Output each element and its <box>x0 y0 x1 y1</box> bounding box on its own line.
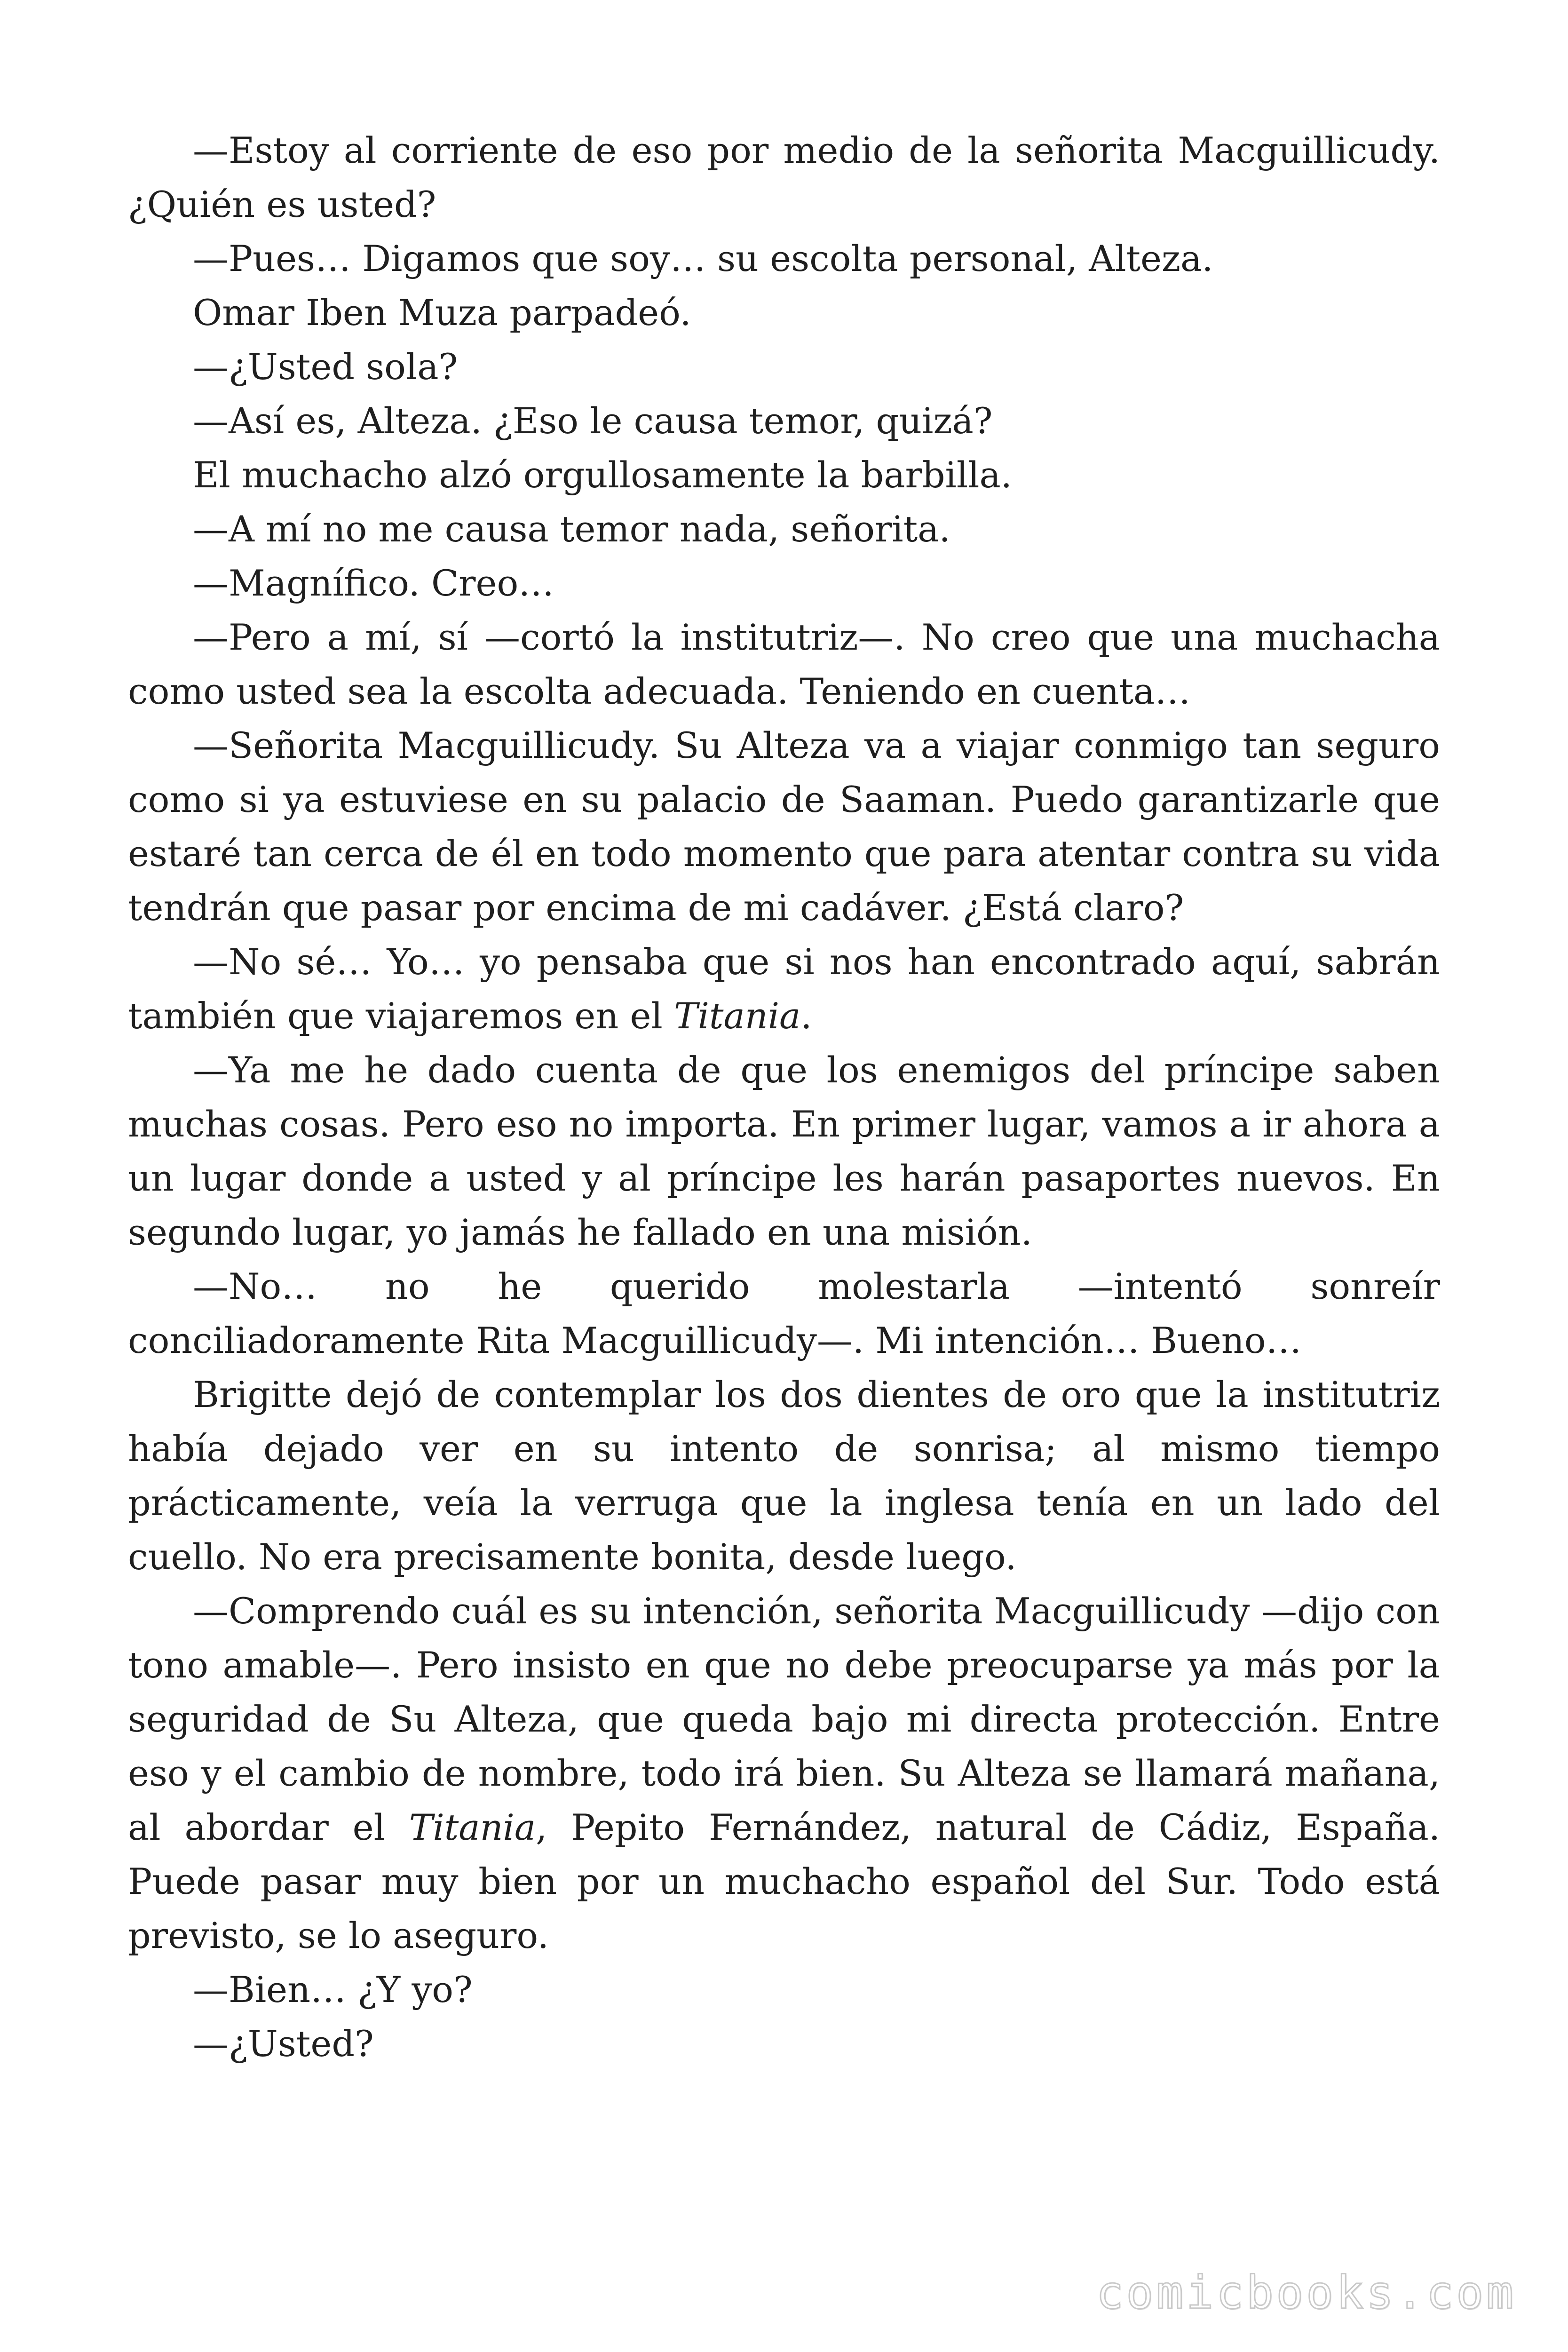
book-page-text <box>128 123 1440 2071</box>
paragraph-text: —¿Usted? <box>193 2023 374 2065</box>
italic-title-text: Titania <box>673 995 801 1037</box>
paragraph <box>128 231 1440 286</box>
paragraph-text: —No… no he querido molestarla —intentó sonreír conciliadoramente Rita Macguillicudy—. Mi intención… Bueno… <box>128 1265 1440 1361</box>
paragraph <box>128 123 1440 231</box>
paragraph <box>128 340 1440 394</box>
paragraph <box>128 502 1440 556</box>
paragraph-text: —¿Usted sola? <box>193 346 458 388</box>
paragraph <box>128 610 1440 718</box>
paragraph <box>128 935 1440 1043</box>
paragraph-text: —Bien… ¿Y yo? <box>193 1969 473 2010</box>
paragraph-text: —A mí no me causa temor nada, señorita. <box>193 508 950 550</box>
paragraph-text: —Comprendo cuál es su intención, señorita Macguillicudy —dijo con tono amable—. Pero insisto en que no debe preocuparse ya más por la seguridad de Su Alteza, que queda bajo mi directa protección. Entre eso y el cambio de nombre, todo irá bien. Su Alteza se llamará mañana, al abordar el <box>128 1590 1440 1848</box>
paragraph-text: —Pues… Digamos que soy… su escolta personal, Alteza. <box>193 238 1213 279</box>
paragraph <box>128 718 1440 935</box>
paragraph <box>128 1259 1440 1367</box>
paragraph <box>128 1963 1440 2017</box>
paragraph-text: —Estoy al corriente de eso por medio de la señorita Macguillicudy. ¿Quién es usted? <box>128 129 1440 225</box>
paragraph-text: —No sé… Yo… yo pensaba que si nos han encontrado aquí, sabrán también que viajaremos en el <box>128 941 1440 1037</box>
watermark-text: comicbooks.com <box>1096 2266 1516 2319</box>
paragraph <box>128 556 1440 610</box>
paragraph <box>128 2017 1440 2071</box>
paragraph-text: —Magnífico. Creo… <box>193 562 554 604</box>
paragraph-text: El muchacho alzó orgullosamente la barbilla. <box>193 454 1012 496</box>
paragraph <box>128 286 1440 340</box>
paragraph <box>128 448 1440 502</box>
paragraph-text: —Señorita Macguillicudy. Su Alteza va a viajar conmigo tan seguro como si ya estuviese en su palacio de Saaman. Puedo garantizarle que estaré tan cerca de él en todo momento que para atentar contra su vida tendrán que pasar por encima de mi cadáver. ¿Está claro? <box>128 724 1440 929</box>
paragraph-text: , Pepito Fernández, natural de Cádiz, España. Puede pasar muy bien por un muchacho español del Sur. Todo está previsto, se lo aseguro. <box>128 1806 1440 1956</box>
paragraph <box>128 394 1440 448</box>
paragraph <box>128 1367 1440 1584</box>
paragraph-text: . <box>800 995 812 1037</box>
paragraph-text: Brigitte dejó de contemplar los dos dientes de oro que la institutriz había dejado ver en su intento de sonrisa; al mismo tiempo prácticamente, veía la verruga que la inglesa tenía en un lado del cuello. No era precisamente bonita, desde luego. <box>128 1374 1440 1578</box>
paragraph-text: Omar Iben Muza parpadeó. <box>193 292 691 334</box>
paragraph <box>128 1584 1440 1963</box>
paragraph-text: —Así es, Alteza. ¿Eso le causa temor, quizá? <box>193 400 993 442</box>
paragraph-text: —Pero a mí, sí —cortó la institutriz—. No creo que una muchacha como usted sea la escolta adecuada. Teniendo en cuenta… <box>128 616 1440 712</box>
paragraph-text: —Ya me he dado cuenta de que los enemigos del príncipe saben muchas cosas. Pero eso no importa. En primer lugar, vamos a ir ahora a un lugar donde a usted y al príncipe les harán pasaportes nuevos. En segundo lugar, yo jamás he fallado en una misión. <box>128 1049 1440 1253</box>
italic-title-text: Titania <box>409 1806 536 1848</box>
paragraph <box>128 1043 1440 1259</box>
